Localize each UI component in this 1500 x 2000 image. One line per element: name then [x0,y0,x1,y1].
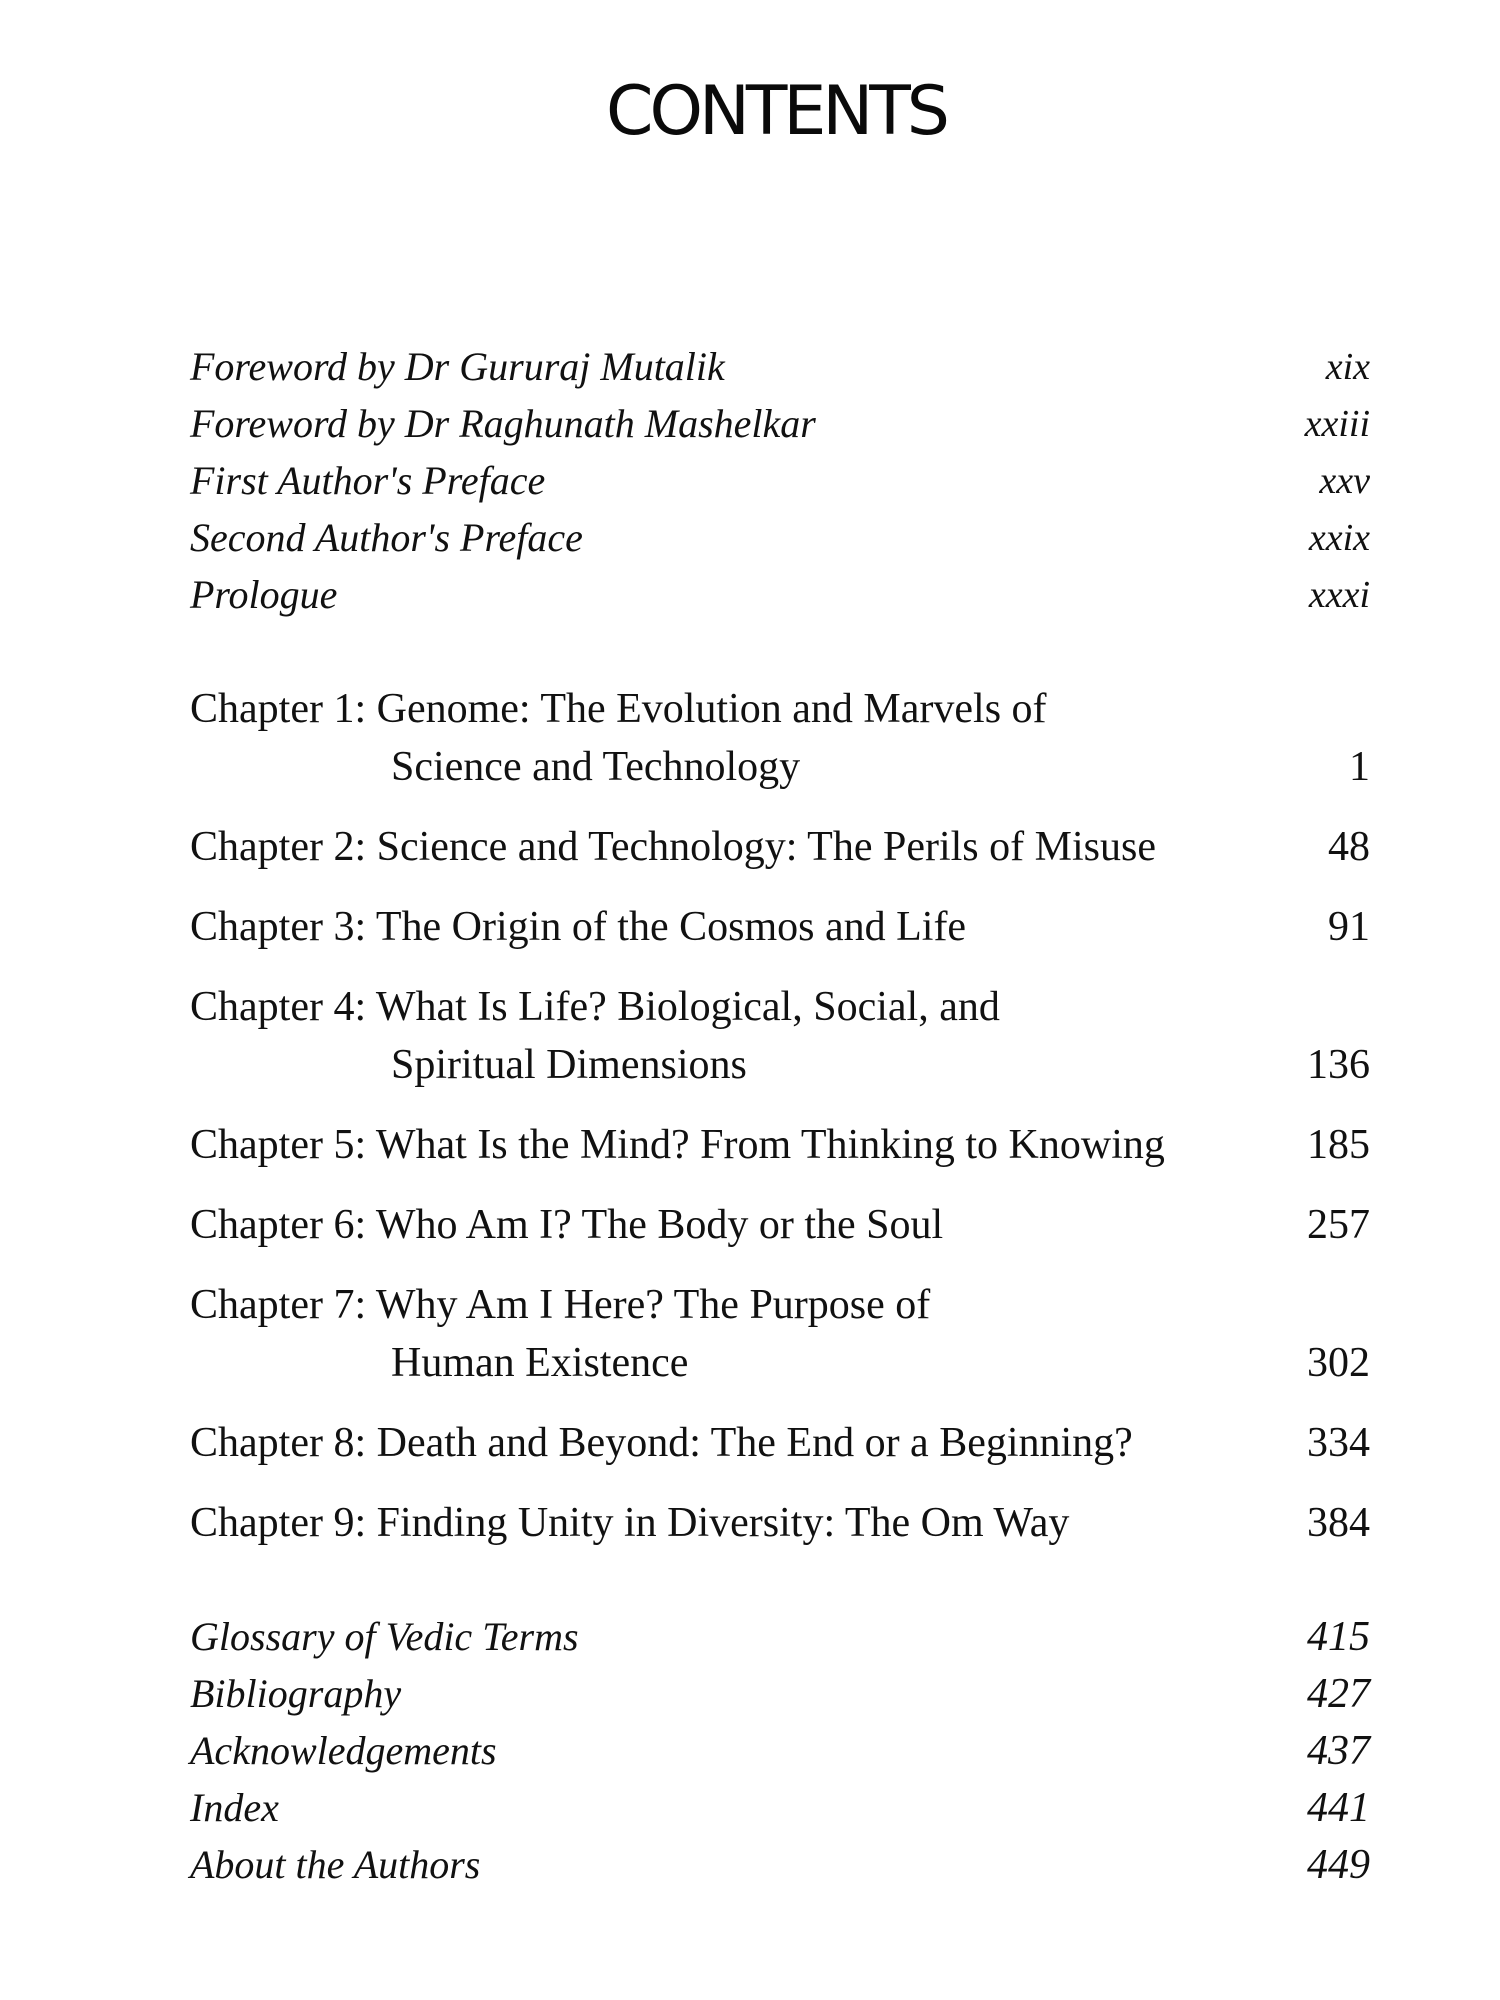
toc-entry-label: Glossary of Vedic Terms [190,1614,579,1659]
toc-entry-page: 302 [1307,1340,1370,1386]
toc-entry-label [190,978,1000,1094]
chapter-title-line-2: Spiritual Dimensions [391,1042,747,1088]
toc-entry-page: xxix [1308,517,1370,559]
toc-entry-page: 136 [1307,1042,1370,1088]
toc-entry-label: About the Authors [190,1842,481,1887]
toc-entry-label [190,1276,930,1392]
chapter-title-line-1: Chapter 1: Genome: The Evolution and Marvels of [190,686,1047,732]
toc-entry-label: Second Author's Preface [190,515,583,560]
chapter-title-line-2: Human Existence [391,1340,689,1386]
toc-entry-page: 427 [1307,1671,1370,1717]
toc-entry-page: 185 [1307,1122,1370,1168]
toc-entry-page: 437 [1307,1728,1370,1774]
toc-entry-page: xix [1325,346,1370,388]
toc-entry-label: Foreword by Dr Raghunath Mashelkar [190,401,816,446]
toc-entry-page: 91 [1328,904,1370,950]
toc-entry-page: xxxi [1308,574,1370,616]
chapter-title-line-2: Science and Technology [391,744,801,790]
toc-entry-page: 1 [1349,744,1370,790]
chapter-title-line-1: Chapter 7: Why Am I Here? The Purpose of [190,1282,931,1328]
page-title: CONTENTS [606,72,946,151]
toc-entry-page: 415 [1307,1614,1370,1660]
chapter-title-line-1: Chapter 4: What Is Life? Biological, Social, and [190,984,1000,1030]
toc-entry-page: 48 [1328,824,1370,870]
toc-entry-label: Prologue [190,572,338,617]
toc-entry-label: Chapter 6: Who Am I? The Body or the Soul [190,1202,944,1248]
toc-entry-label: Acknowledgements [190,1728,497,1773]
toc-entry-label: Chapter 8: Death and Beyond: The End or a Beginning? [190,1420,1133,1466]
toc-entry-label: Index [190,1785,279,1830]
toc-entry-label: Foreword by Dr Gururaj Mutalik [190,344,725,389]
toc-entry-label: Chapter 5: What Is the Mind? From Thinking to Knowing [190,1122,1165,1168]
toc-entry-label: Chapter 9: Finding Unity in Diversity: The Om Way [190,1500,1070,1546]
toc-entry-label: Chapter 3: The Origin of the Cosmos and Life [190,904,967,950]
toc-entry-page: xxv [1319,460,1370,502]
toc-entry-label: Bibliography [190,1671,402,1716]
toc-entry-page: 334 [1307,1420,1370,1466]
toc-entry-page: 257 [1307,1202,1370,1248]
toc-entry-page: 441 [1307,1785,1370,1831]
toc-entry-label: First Author's Preface [190,458,546,503]
toc-entry-page: xxiii [1304,403,1370,445]
toc-entry-label [190,680,1047,796]
toc-entry-page: 384 [1307,1500,1370,1546]
toc-entry-label: Chapter 2: Science and Technology: The Perils of Misuse [190,824,1156,870]
toc-entry-page: 449 [1307,1842,1370,1888]
